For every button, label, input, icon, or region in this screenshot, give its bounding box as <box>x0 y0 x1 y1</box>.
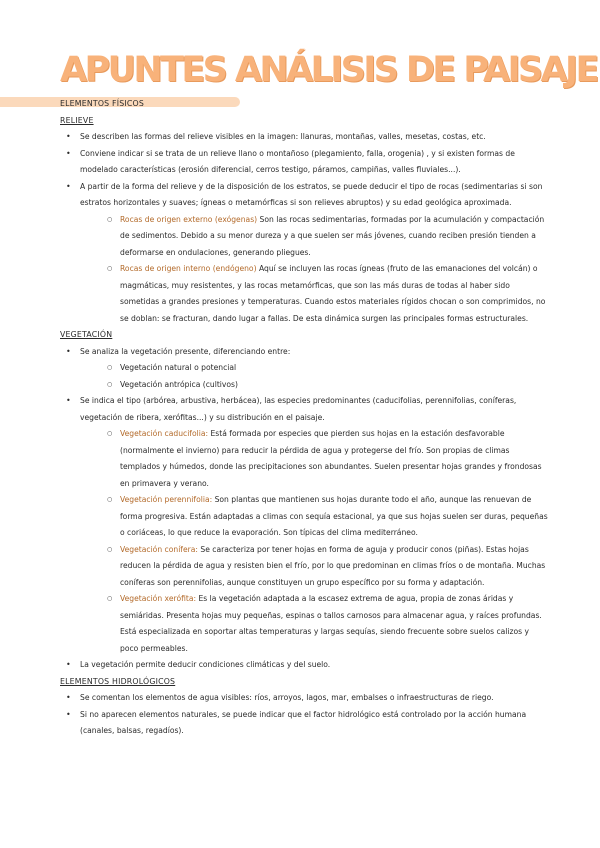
list-item <box>60 179 548 328</box>
list-item <box>100 591 548 657</box>
list-item: • Si no aparecen elementos naturales, se puede indicar que el factor hidrológico está controlado por la acción humana (canales, balsas, regadíos). <box>60 707 548 740</box>
list-item: • Se describen las formas del relieve visibles en la imagen: llanuras, montañas, valles, mesetas, costas, etc. <box>60 129 548 146</box>
list-item <box>100 542 548 592</box>
list-item-text: A partir de la forma del relieve y de la disposición de los estratos, se puede deducir el tipo de rocas (sedimentarias si son estratos horizontales y suaves; ígneas o metamórficas si son relieves abruptos) y su edad geológica aproximada. <box>80 181 543 207</box>
rocas-list <box>80 212 548 328</box>
notes-body <box>60 96 548 740</box>
list-item: • Conviene indicar si se trata de un relieve llano o montañoso (plegamiento, falla, orogenia) , y si existen formas de modelado características (erosión diferencial, cerros testigo, páramos, campiñas, valles fluviales...). <box>60 146 548 179</box>
list-item-text: Se indica el tipo (arbórea, arbustiva, herbácea), las especies predominantes (caducifolias, perennifolias, coníferas, vegetación de ribera, xerófitas...) y su distribución en el paisaje. <box>80 396 517 422</box>
list-item: • La vegetación permite deducir condiciones climáticas y del suelo. <box>60 657 548 674</box>
term-xerofita: Vegetación xerófita: <box>120 594 197 603</box>
term-description: Son plantas que mantienen sus hojas durante todo el año, aunque las renuevan de forma progresiva. Están adaptadas a climas con sequía estacional, ya que sus hojas suelen ser duras, pequeñas o coriáceas, lo que reduce la evaporación. Son típicas del clima mediterráneo. <box>120 495 548 537</box>
vegetacion-list <box>60 344 548 674</box>
veg-types-list <box>80 360 548 393</box>
heading-elementos-hidrologicos: ELEMENTOS HIDROLÓGICOS <box>60 676 176 686</box>
list-item <box>100 426 548 492</box>
list-item-text: Se analiza la vegetación presente, diferenciando entre: <box>80 346 291 356</box>
heading-relieve: RELIEVE <box>60 115 94 125</box>
list-item <box>100 492 548 542</box>
term-rocas-interno: Rocas de origen interno (endógeno) <box>120 264 257 273</box>
list-item <box>60 393 548 657</box>
heading-elementos-fisicos: ELEMENTOS FÍSICOS <box>60 99 144 108</box>
term-description: Está formada por especies que pierden sus hojas en la estación desfavorable (normalmente el invierno) para reducir la pérdida de agua y protegerse del frío. Son propias de climas templados y húmedos, donde las precipitaciones son abundantes. Suelen presentar hojas grandes y frondosas en primavera y verano. <box>120 429 542 488</box>
list-item <box>100 261 548 327</box>
term-description: Se caracteriza por tener hojas en forma de aguja y producir conos (piñas). Estas hojas reducen la pérdida de agua y resisten bien el frío, por lo que predominan en climas fríos o de montaña. Muchas coníferas son perennifolias, aunque constituyen un grupo específico por su forma y adaptación. <box>120 544 546 587</box>
veg-items-list <box>80 426 548 657</box>
term-conifera: Vegetación conífera: <box>120 544 198 554</box>
term-rocas-externo: Rocas de origen externo (exógenas) <box>120 214 258 224</box>
heading-vegetacion: VEGETACIÓN <box>60 330 113 339</box>
term-description: Son las rocas sedimentarias, formadas por la acumulación y compactación de sedimentos. Debido a su menor dureza y a que suelen ser más jóvenes, cuando reciben presión tienden a deformarse en ondulaciones, generando pliegues. <box>120 214 545 257</box>
page-title: APUNTES ANÁLISIS DE PAISAJE <box>60 50 597 90</box>
term-perennifolia: Vegetación perennifolia: <box>120 495 213 504</box>
list-item <box>60 344 548 394</box>
term-description: Es la vegetación adaptada a la escasez extrema de agua, propia de zonas áridas y semiáridas. Presenta hojas muy pequeñas, espinas o tallos carnosos para almacenar agua, y raíces profundas. Está especializada en soportar altas temperaturas y largas sequías, siendo frecuente sobre suelos calizos y poco permeables. <box>120 594 542 653</box>
list-item <box>100 212 548 262</box>
list-item: • Se comentan los elementos de agua visibles: ríos, arroyos, lagos, mar, embalses o infraestructuras de riego. <box>60 690 548 707</box>
list-item: ○ Vegetación antrópica (cultivos) <box>100 377 548 394</box>
term-caducifolia: Vegetación caducifolia: <box>120 429 209 438</box>
term-description: Aquí se incluyen las rocas ígneas (fruto de las emanaciones del volcán) o magmáticas, muy resistentes, y las rocas metamórficas, que son las más duras de todas al haber sido sometidas a grandes presiones y temperaturas. Cuando estos materiales rígidos chocan o son comprimidos, no se doblan: se fracturan, dando lugar a fallas. De esta dinámica surgen las principales formas estructurales. <box>120 264 546 323</box>
relieve-list <box>60 129 548 327</box>
hidro-list <box>60 690 548 740</box>
list-item: ○ Vegetación natural o potencial <box>100 360 548 377</box>
